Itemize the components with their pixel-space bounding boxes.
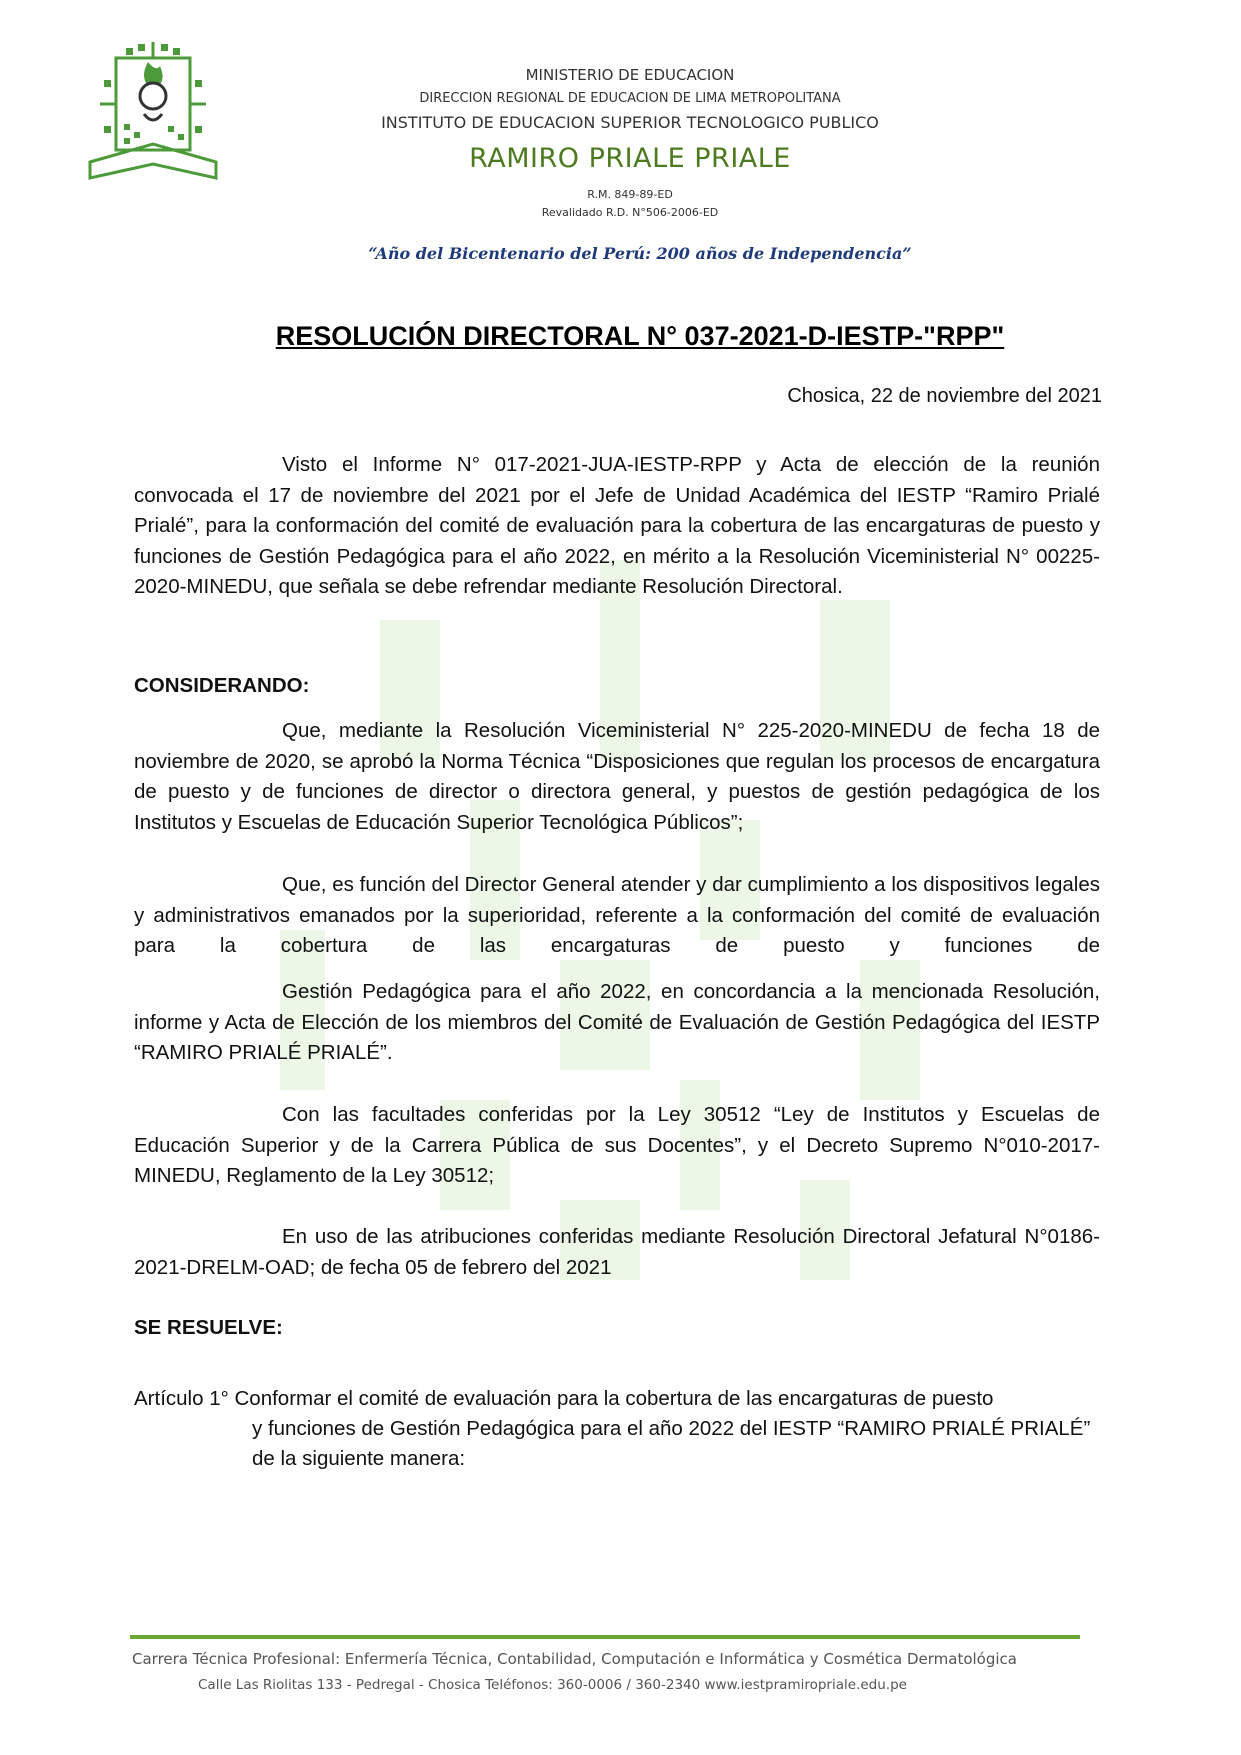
institute-crest-logo <box>86 40 220 182</box>
visto-paragraph: Visto el Informe N° 017-2021-JUA-IESTP-RPP y Acta de elección de la reunión convocada el 17 de noviembre del 2021 por el Jefe de Unidad Académica del IESTP “Ramiro Prialé Prialé”, para la conformación del comité de evaluación para la cobertura de las encargaturas de puesto y funciones de Gestión Pedagógica para el año 2022, en mérito a la Resolución Viceministerial N° 00225-2020-MINEDU, que señala se debe refrendar mediante Resolución Directoral. <box>134 453 1100 598</box>
resolution-date: Chosica, 22 de noviembre del 2021 <box>787 385 1102 407</box>
ministry-label: MINISTERIO DE EDUCACION <box>525 66 735 84</box>
rm-label: R.M. 849-89-ED <box>587 188 673 201</box>
article-1 <box>134 1384 1100 1474</box>
article-1-rest: y funciones de Gestión Pedagógica para el año 2022 del IESTP “RAMIRO PRIALÉ PRIALÉ” de la siguiente manera: <box>252 1417 1091 1470</box>
footer-careers: Carrera Técnica Profesional: Enfermería Técnica, Contabilidad, Computación e Informática y Cosmética Dermatológica <box>132 1650 1017 1668</box>
article-1-label: Artículo 1° <box>134 1387 229 1410</box>
regional-directorate-label: DIRECCION REGIONAL DE EDUCACION DE LIMA METROPOLITANA <box>419 91 841 106</box>
institute-name: RAMIRO PRIALE PRIALE <box>469 143 791 174</box>
revalidation-label: Revalidado R.D. N°506-2006-ED <box>541 206 719 219</box>
se-resuelve-heading: SE RESUELVE: <box>134 1316 283 1339</box>
footer-divider <box>130 1635 1080 1639</box>
year-motto: “Año del Bicentenario del Perú: 200 años de Independencia” <box>368 244 912 263</box>
considerando-heading: CONSIDERANDO: <box>134 674 310 697</box>
resolution-title: RESOLUCIÓN DIRECTORAL N° 037-2021-D-IESTP-"RPP" <box>275 321 1005 351</box>
considerando-paragraph-3: Gestión Pedagógica para el año 2022, en concordancia a la mencionada Resolución, informe y Acta de Elección de los miembros del Comité de Evaluación de Gestión Pedagógica del IESTP “RAMIRO PRIALÉ PRIALÉ”. <box>134 980 1100 1064</box>
considerando-paragraph-1: Que, mediante la Resolución Viceministerial N° 225-2020-MINEDU de fecha 18 de noviembre de 2020, se aprobó la Norma Técnica “Disposiciones que regulan los procesos de encargatura de puesto y de funciones de director o directora general, y puestos de gestión pedagógica de los Institutos y Escuelas de Educación Superior Tecnológica Públicos”; <box>134 719 1100 834</box>
considerando-paragraph-5: En uso de las atribuciones conferidas mediante Resolución Directoral Jefatural N°0186-2021-DRELM-OAD; de fecha 05 de febrero del 2021 <box>134 1225 1100 1279</box>
article-1-line1: Conformar el comité de evaluación para la cobertura de las encargaturas de puesto <box>234 1387 994 1410</box>
considerando-paragraph-2: Que, es función del Director General atender y dar cumplimiento a los dispositivos legales y administrativos emanados por la superioridad, referente a la conformación del comité de evaluación para la cobertura de las encargaturas de puesto y funciones de <box>134 873 1100 957</box>
considerando-paragraph-4: Con las facultades conferidas por la Ley 30512 “Ley de Institutos y Escuelas de Educación Superior y de la Carrera Pública de sus Docentes”, y el Decreto Supremo N°010-2017-MINEDU, Reglamento de la Ley 30512; <box>134 1103 1100 1187</box>
footer-address: Calle Las Riolitas 133 - Pedregal - Chosica Teléfonos: 360-0006 / 360-2340 www.iestpramiropriale.edu.pe <box>198 1677 907 1693</box>
article-1-first-line <box>134 1384 1100 1414</box>
institute-type-label: INSTITUTO DE EDUCACION SUPERIOR TECNOLOGICO PUBLICO <box>381 113 879 132</box>
